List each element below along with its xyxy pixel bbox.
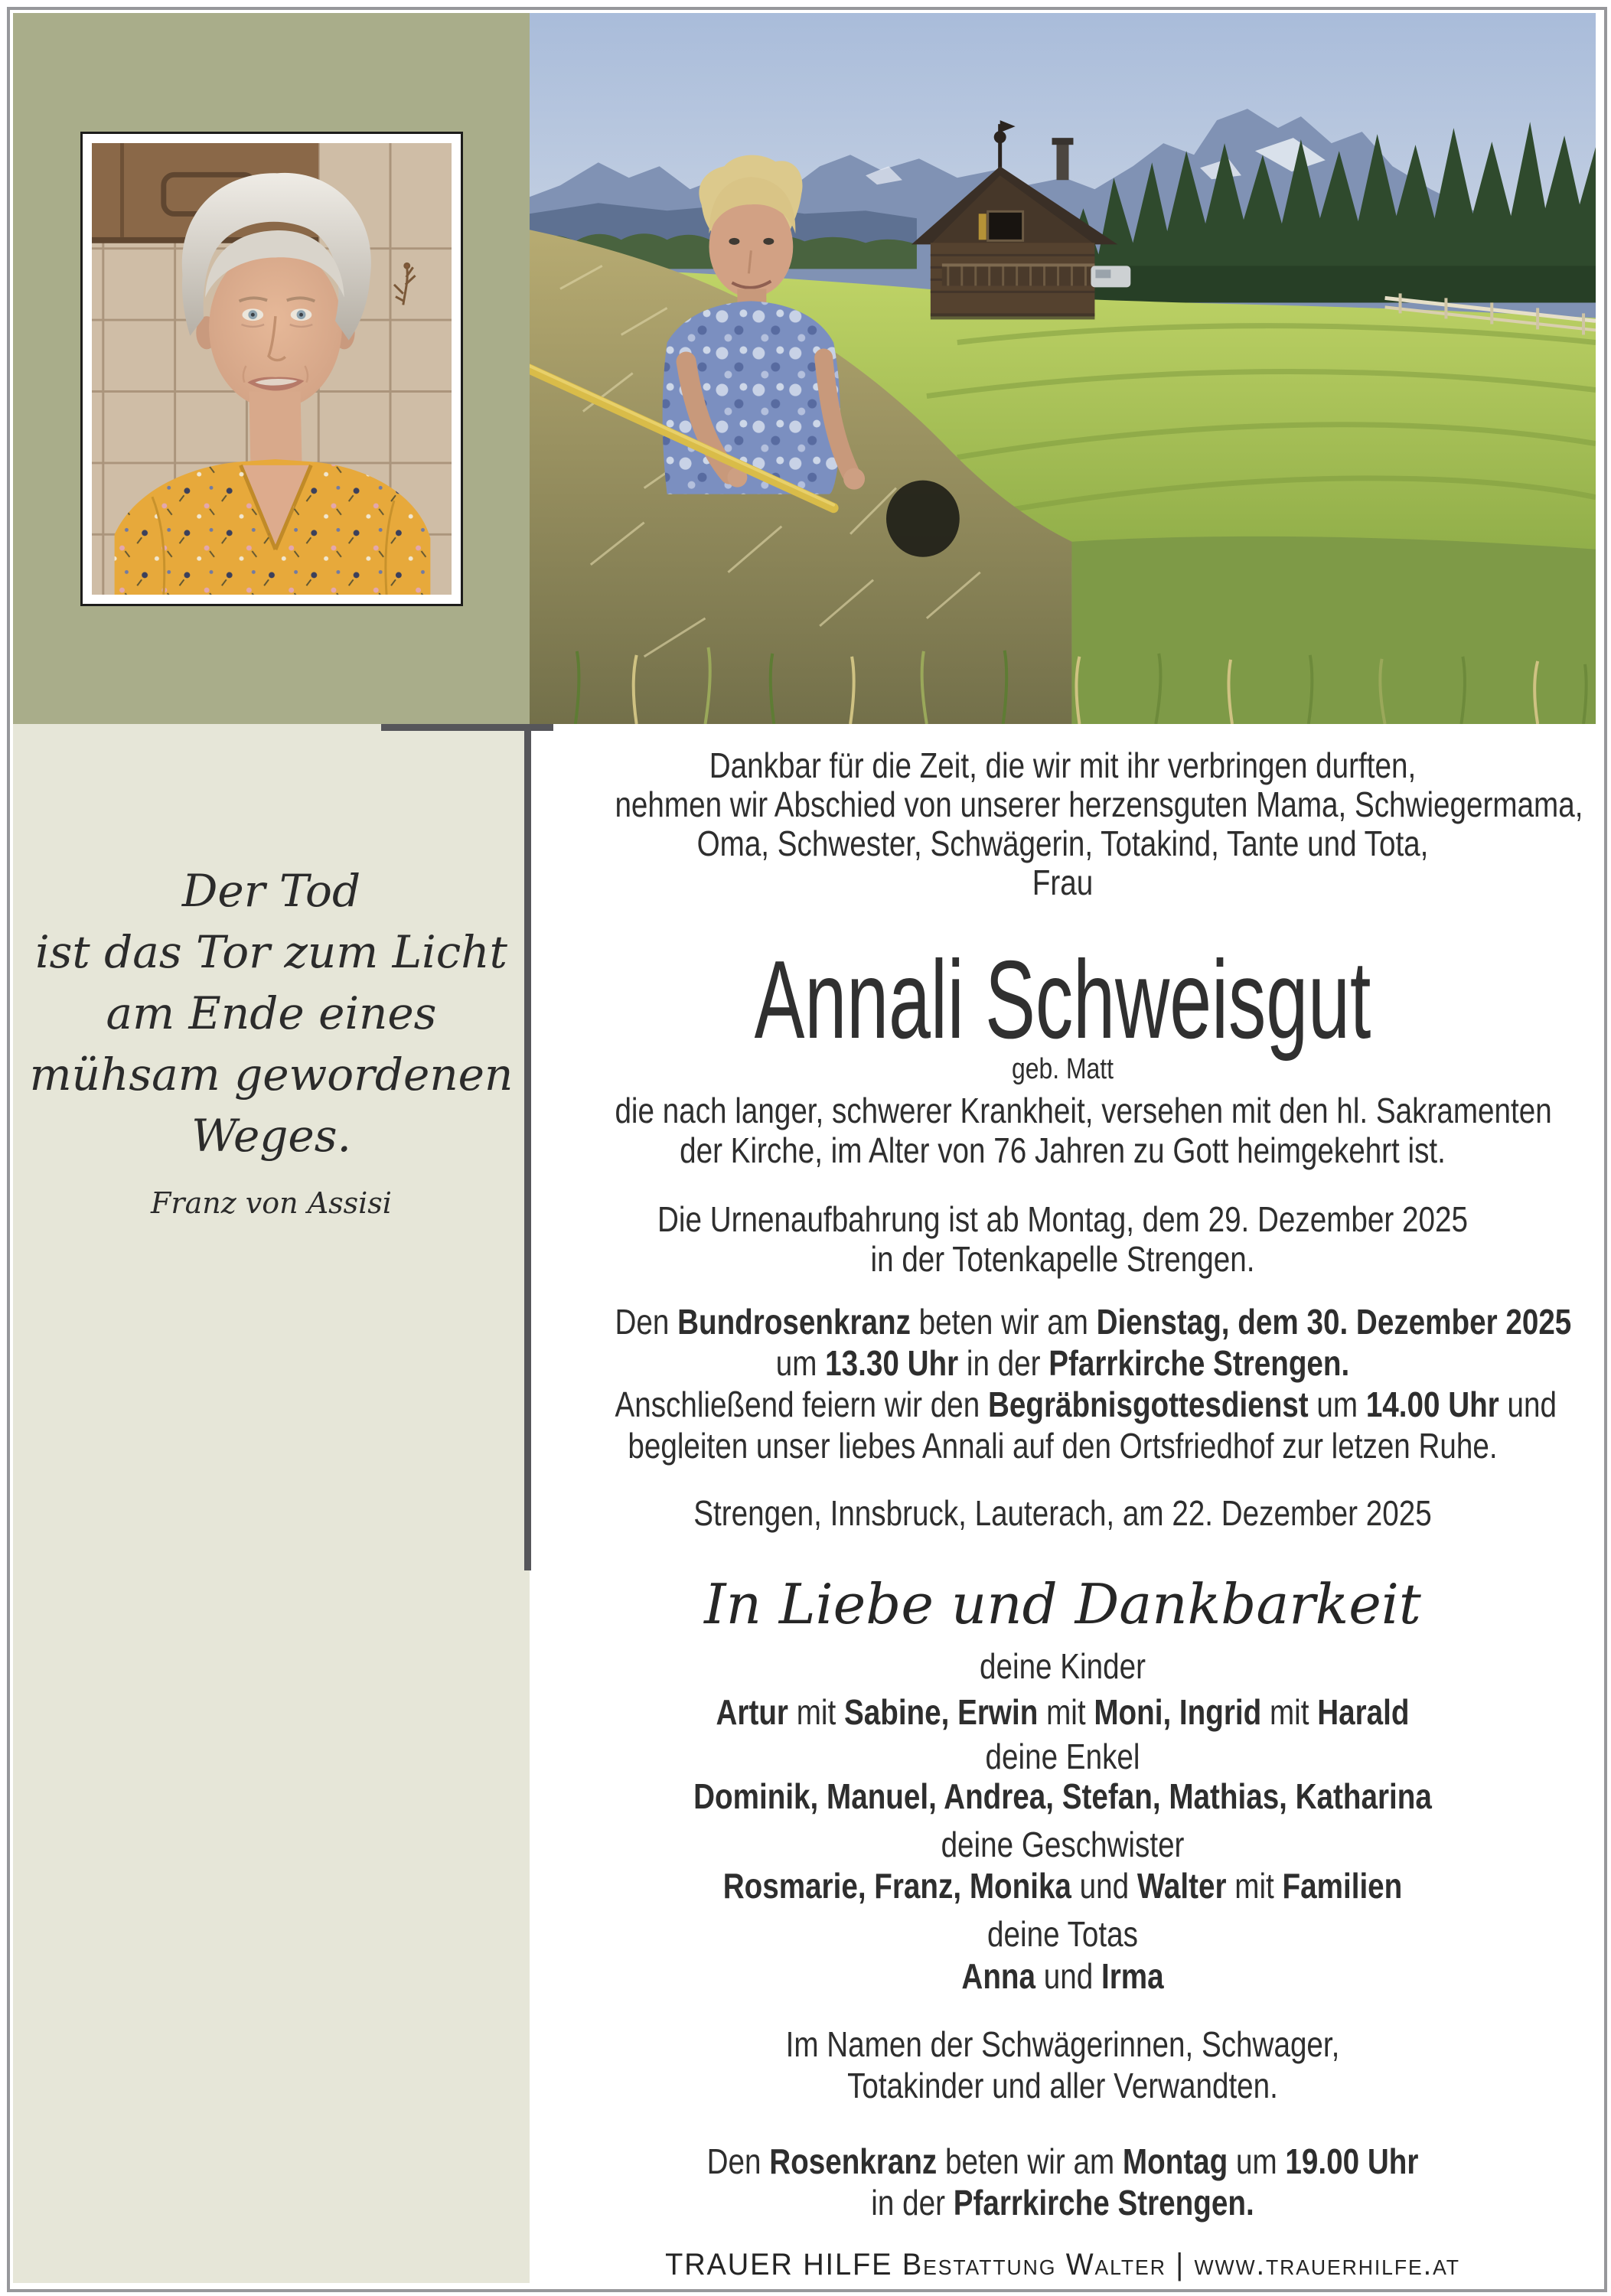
alpine-meadow-scene <box>530 13 1596 724</box>
family-names: Anna und Irma <box>961 1956 1164 1996</box>
portrait-photo <box>92 143 452 595</box>
family-label: deine Kinder <box>980 1646 1146 1686</box>
intro-line: Oma, Schwester, Schwägerin, Totakind, Tante und Tota, <box>696 823 1429 863</box>
foreground-grass <box>1071 536 1596 724</box>
rosary-line: Den Rosenkranz beten wir am Montag um 19.00 Uhr <box>706 2141 1419 2181</box>
quote-attribution: Franz von Assisi <box>151 1186 392 1220</box>
family-names: Dominik, Manuel, Andrea, Stefan, Mathias, Katharina <box>693 1776 1432 1816</box>
intro-line: Dankbar für die Zeit, die wir mit ihr verbringen durften, <box>709 745 1417 785</box>
quote-line: mühsam gewordenen <box>29 1049 514 1101</box>
family-label: deine Geschwister <box>941 1825 1185 1864</box>
service-line: begleiten unser liebes Annali auf den Ortsfriedhof zur letzen Ruhe. <box>628 1426 1498 1466</box>
urn-line: Die Urnenaufbahrung ist ab Montag, dem 29. Dezember 2025 <box>657 1199 1468 1239</box>
quote-line: am Ende eines <box>106 987 437 1039</box>
memorial-quote <box>13 860 530 1166</box>
rosary-line: in der Pfarrkirche Strengen. <box>871 2183 1254 2223</box>
intro-line: Frau <box>1032 863 1094 902</box>
quote-line: Der Tod <box>181 865 361 917</box>
service-line: um 13.30 Uhr in der Pfarrkirche Strengen. <box>775 1343 1350 1383</box>
service-line: Den Bundrosenkranz beten wir am Dienstag, dem 30. Dezember 2025 <box>615 1302 1572 1342</box>
announcement-column <box>530 724 1596 2283</box>
memorial-landscape-photo <box>530 13 1596 724</box>
intro-line: nehmen wir Abschied von unserer herzensguten Mama, Schwiegermama, <box>615 784 1583 824</box>
dark-bag <box>886 481 960 557</box>
maiden-name: geb. Matt <box>1011 1053 1114 1085</box>
family-names: Artur mit Sabine, Erwin mit Moni, Ingrid mit Harald <box>716 1692 1410 1732</box>
quote-line: ist das Tor zum Licht <box>35 926 507 978</box>
parked-van <box>1091 266 1130 287</box>
illness-line: die nach langer, schwerer Krankheit, versehen mit den hl. Sakramenten <box>615 1091 1552 1130</box>
service-line: Anschließend feiern wir den Begräbnisgottesdienst um 14.00 Uhr und <box>615 1384 1557 1424</box>
in-name-line: Im Namen der Schwägerinnen, Schwager, <box>785 2024 1340 2064</box>
portrait-photo-frame <box>80 132 463 606</box>
family-names: Rosmarie, Franz, Monika und Walter mit Familien <box>722 1866 1403 1906</box>
in-name-line: Totakinder und aller Verwandten. <box>847 2066 1278 2105</box>
place-date-line: Strengen, Innsbruck, Lauterach, am 22. Dezember 2025 <box>693 1493 1432 1533</box>
urn-line: in der Totenkapelle Strengen. <box>870 1239 1255 1279</box>
quote-line: Weges. <box>191 1110 351 1162</box>
family-label: deine Enkel <box>985 1737 1140 1776</box>
funeral-home-footer: TRAUER HILFE Bestattung Walter | www.trauerhilfe.at <box>665 2248 1460 2281</box>
deceased-name: Annali Schweisgut <box>754 938 1371 1062</box>
closing-script: In Liebe und Dankbarkeit <box>704 1572 1421 1636</box>
forest-base <box>1064 266 1596 302</box>
neck <box>249 392 302 462</box>
illness-line: der Kirche, im Alter von 76 Jahren zu Gott heimgekehrt ist. <box>680 1130 1446 1170</box>
family-label: deine Totas <box>987 1914 1138 1954</box>
